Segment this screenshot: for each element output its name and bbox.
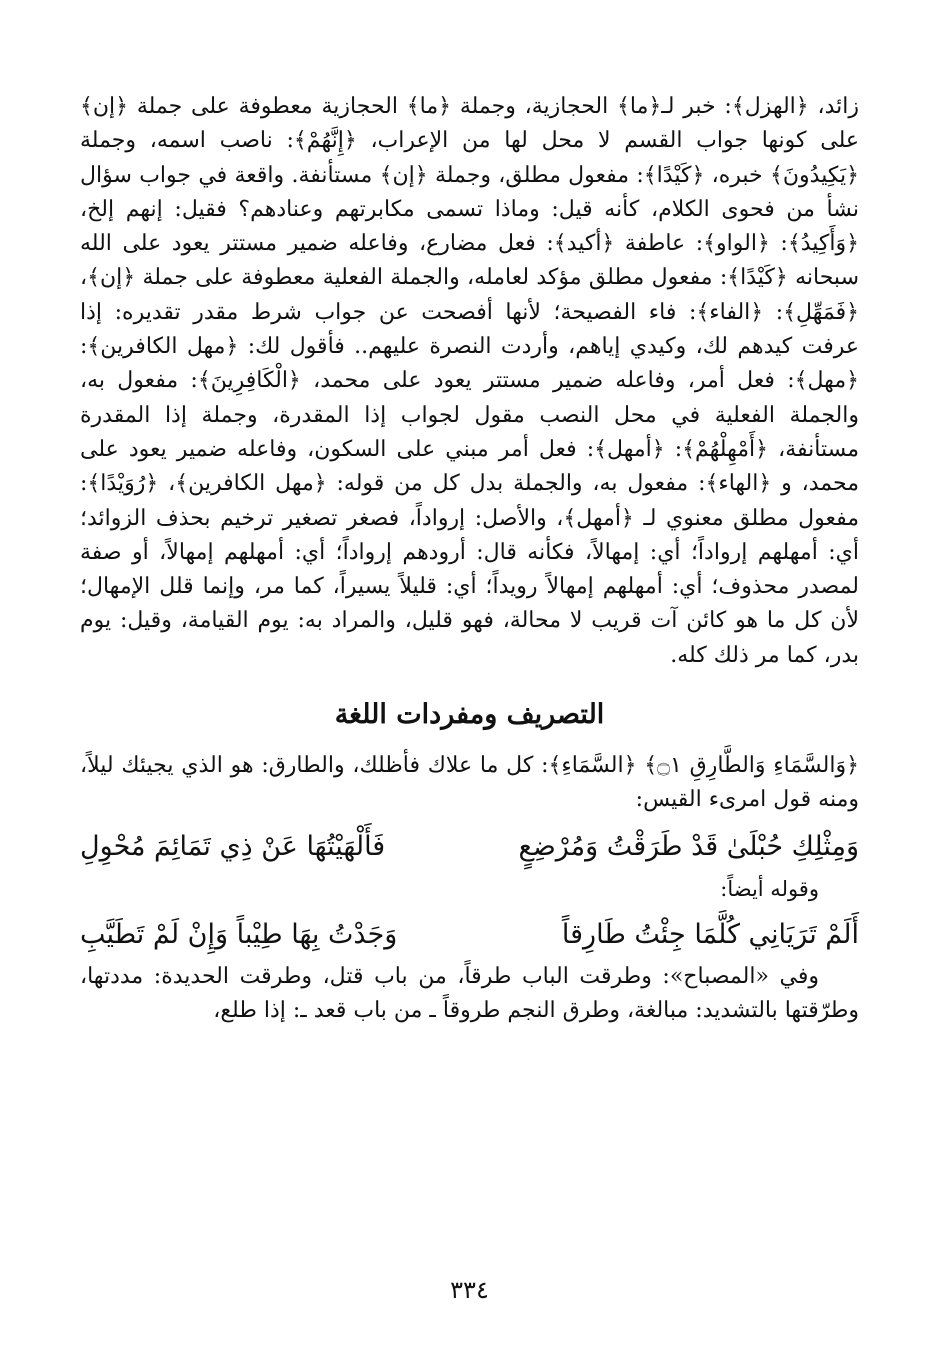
commentary-paragraph: زائد، ﴿الهزل﴾: خبر لـ﴿ما﴾ الحجازية، وجملة ﴿ما﴾ الحجازية معطوفة على جملة ﴿إن﴾ على كونها جواب القسم لا محل لها من الإعراب، ﴿إِنَّهُمْ﴾: ناصب اسمه، وجملة ﴿يَكِيدُونَ﴾ خبره، ﴿كَيْدًا﴾: مفعول مطلق، وجملة ﴿إن﴾ مستأنفة. واقعة في جواب سؤال نشأ من فحوى الكلام، كأنه قيل: وماذا تسمى مكابرتهم وعنادهم؟ فقيل: إنهم إلخ، ﴿وَأَكِيدُ﴾: ﴿الواو﴾: عاطفة ﴿أكيد﴾: فعل مضارع، وفاعله ضمير مستتر يعود على الله سبحانه ﴿كَيْدًا﴾: مفعول مطلق مؤكد لعامله، والجملة الفعلية معطوفة على جملة ﴿إن﴾، ﴿فَمَهِّلِ﴾: ﴿الفاء﴾: فاء الفصيحة؛ لأنها أفصحت عن جواب شرط مقدر تقديره: إذا عرفت كيدهم لك، وكيدي إياهم، وأردت النصرة عليهم.. فأقول لك: ﴿مهل الكافرين﴾: ﴿مهل﴾: فعل أمر، وفاعله ضمير مستتر يعود على محمد، ﴿الْكَافِرِينَ﴾: مفعول به، والجملة الفعلية في محل النصب مقول لجواب إذا المقدرة، وجملة إذا المقدرة مستأنفة، ﴿أَمْهِلْهُمْ﴾: ﴿أمهل﴾: فعل أمر مبني على السكون، وفاعله ضمير يعود على محمد، و ﴿الهاء﴾: مفعول به، والجملة بدل كل من قوله: ﴿مهل الكافرين﴾، ﴿رُوَيْدًا﴾: مفعول مطلق معنوي لـ ﴿أمهل﴾، والأصل: إرواداً، فصغر تصغير ترخيم بحذف الزوائد؛ أي: أمهلهم إرواداً؛ أي: إمهالاً، فكأنه قال: أرودهم إرواداً؛ أي: أمهلهم إمهالاً، أو صفة لمصدر محذوف؛ أي: أمهلهم إمهالاً رويداً؛ أي: قليلاً يسيراً، كما مر، وإنما قلل الإمهال؛ لأن كل ما هو كائن آت قريب لا محالة، فهو قليل، والمراد به: يوم القيامة، وقيل: يوم بدر، كما مر ذلك كله. [80,94,859,668]
verse-1-second-hemistich: فَأَلْهَيْتُهَا عَنْ ذِي تَمَائِمَ مُحْوِلِ [80,830,386,862]
poetry-verse-2 [80,910,859,960]
verse-2-second-hemistich: وَجَدْتُ بِهَا طِيْباً وَإِنْ لَمْ تَطَيَّبِ [80,918,398,950]
verse-1-first-hemistich: وَمِثْلِكِ حُبْلَىٰ قَدْ طَرَقْتُ وَمُرْضِعٍ [518,830,859,862]
verse-2-first-hemistich: أَلَمْ تَرَيَانِي كُلَّمَا جِئْتُ طَارِقاً [561,918,859,950]
vocabulary-paragraph: ﴿وَالسَّمَاءِ وَالطَّارِقِ ۝١﴾ ﴿السَّمَاءِ﴾: كل ما علاك فأظلك، والطارق: هو الذي يجيئك ليلاً، ومنه قول امرىء القيس: [80,753,859,813]
section-heading: التصريف ومفردات اللغة [334,699,605,731]
page-number: ٣٣٤ [450,1276,489,1304]
verse-intro: وقوله أيضاً: [720,876,819,901]
misbah-paragraph: وفي «المصباح»: وطرقت الباب طرقاً، من باب قتل، وطرقت الحديدة: مددتها، وطرّقتها بالتشديد: مبالغة، وطرق النجم طروقاً ـ من باب قعد ـ: إذا طلع، [80,963,859,1023]
poetry-verse-1 [80,822,859,872]
